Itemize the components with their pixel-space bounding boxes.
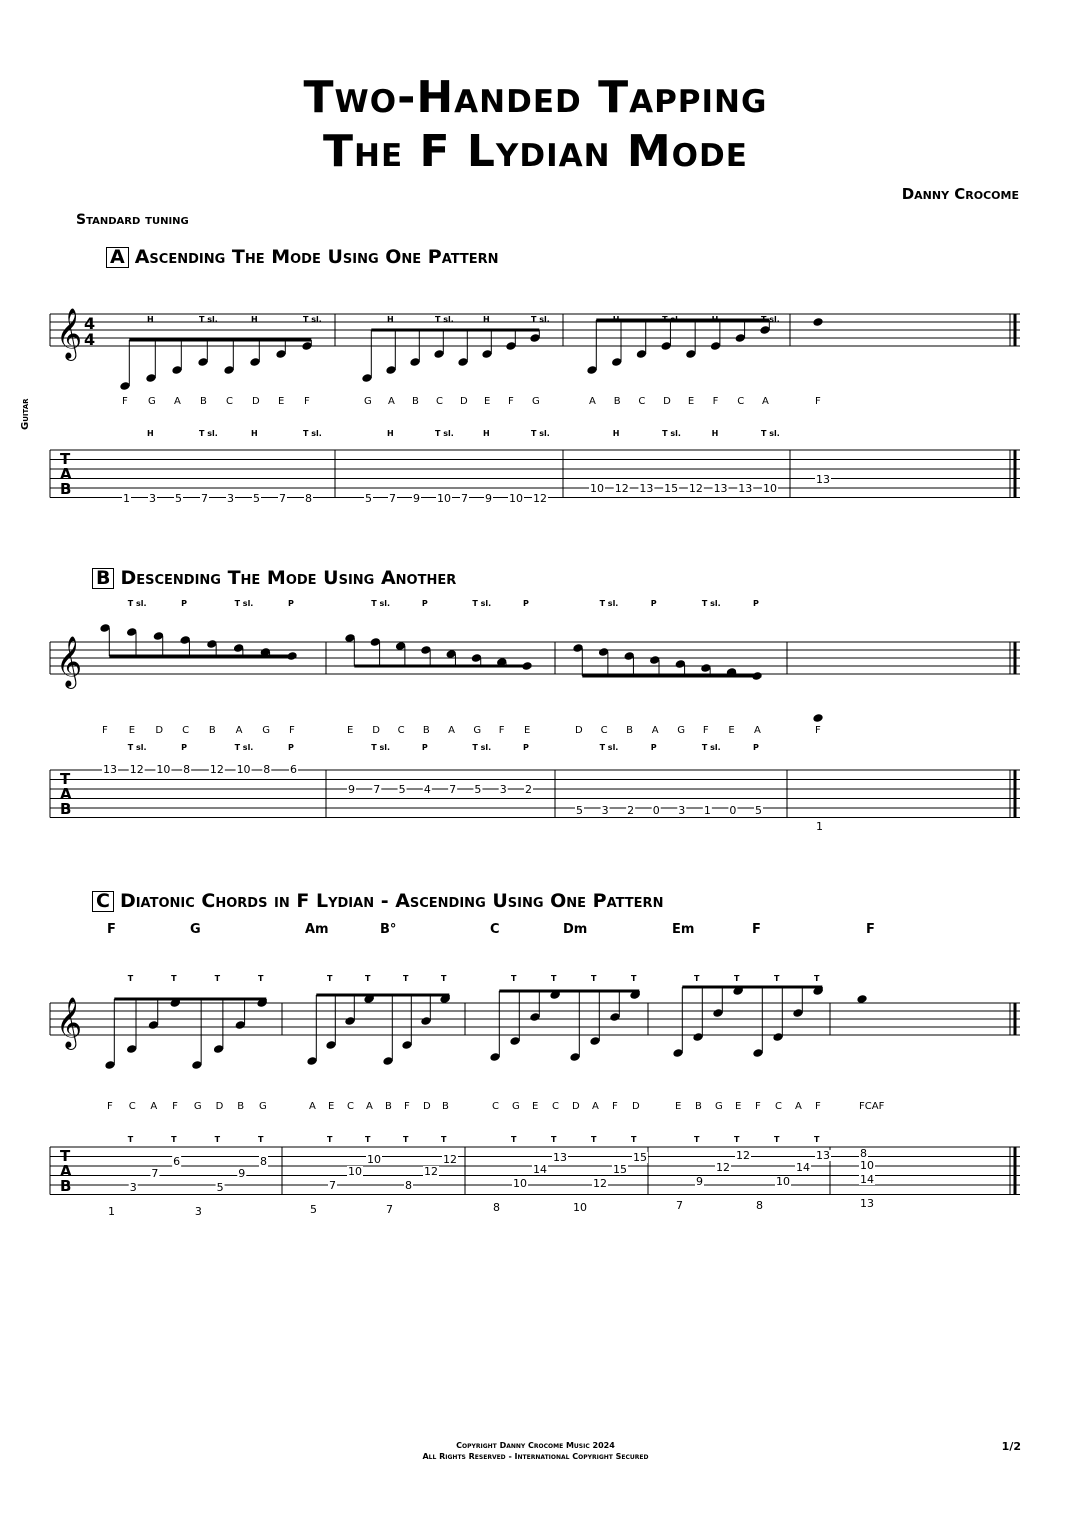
technique-label: T — [511, 974, 517, 983]
technique-label: T — [591, 974, 597, 983]
time-signature-top: 4 — [84, 314, 96, 333]
treble-clef: 𝄞 — [56, 308, 83, 359]
tab-number: 0 — [729, 804, 737, 817]
tab-number: 5 — [576, 804, 583, 817]
note-name: A — [150, 1101, 158, 1112]
technique-label-tab: T sl. — [234, 743, 254, 752]
technique-label-tab: P — [181, 743, 188, 752]
note-name: D — [460, 396, 468, 407]
note-name: C — [226, 396, 233, 407]
chord-symbol: B° — [380, 922, 397, 937]
tab-number: 8 — [305, 492, 312, 505]
note-name: E — [484, 396, 491, 407]
note-name: D — [423, 1101, 431, 1112]
tab-number: 5 — [474, 783, 482, 796]
tab-number: 14 — [860, 1173, 874, 1186]
title-line-2: The F Lydian Mode — [323, 126, 748, 177]
technique-label: T — [551, 974, 557, 983]
note-name: A — [795, 1101, 802, 1112]
technique-label: H — [387, 315, 394, 324]
note-name: B — [695, 1101, 702, 1112]
note-name: B — [613, 396, 621, 407]
technique-label: P — [523, 599, 529, 608]
note-name: D — [572, 1101, 580, 1112]
tab-number: 10 — [236, 763, 251, 776]
technique-label: H — [612, 315, 620, 324]
system-c — [0, 915, 1071, 1218]
section-a-title: Ascending The Mode Using One Pattern — [134, 246, 499, 268]
technique-label: H — [711, 315, 719, 324]
note-name: C — [436, 396, 443, 407]
technique-label-tab: T sl. — [701, 743, 721, 752]
system-a — [0, 270, 1071, 530]
note-name: E — [735, 1101, 742, 1112]
instrument-label: Guitar — [20, 398, 31, 430]
section-a-heading — [106, 246, 499, 268]
technique-label: T — [734, 974, 740, 983]
note-name: B — [626, 725, 634, 736]
note-name: F — [102, 725, 108, 736]
technique-label: T — [774, 974, 780, 983]
note-name: E — [128, 725, 136, 736]
note-name: F — [712, 396, 719, 407]
technique-label-tab: T — [511, 1135, 517, 1144]
note-name: F — [289, 725, 295, 736]
technique-label-tab: T — [441, 1135, 447, 1144]
tab-number: 7 — [201, 492, 208, 505]
note-name: B — [442, 1101, 449, 1112]
note-name: E — [278, 396, 285, 407]
tab-number: 6 — [173, 1155, 181, 1168]
technique-label-tab: H — [387, 429, 394, 438]
note-name: B — [208, 725, 216, 736]
technique-label-tab: T — [327, 1135, 333, 1144]
tab-number: 13 — [103, 763, 117, 776]
footer-copyright: Copyright Danny Crocome Music 2024 — [456, 1441, 615, 1450]
technique-label: T — [814, 974, 820, 983]
technique-label-tab: T — [694, 1135, 700, 1144]
note-name: A — [174, 396, 181, 407]
note-name: F — [508, 396, 514, 407]
technique-label: T sl. — [472, 599, 492, 608]
tab-number: 10 — [513, 1177, 527, 1190]
tab-number: 8 — [860, 1147, 867, 1160]
footer — [0, 1440, 1071, 1462]
section-c-title: Diatonic Chords in F Lydian - Ascending Using One Pattern — [119, 890, 664, 912]
tab-number: 8 — [405, 1179, 412, 1192]
note-name: E — [728, 725, 735, 736]
note-name: D — [372, 725, 380, 736]
technique-label: T sl. — [234, 599, 254, 608]
technique-label: P — [421, 599, 428, 608]
technique-label-tab: P — [523, 743, 529, 752]
technique-label-tab: P — [650, 743, 657, 752]
technique-label-tab: T sl. — [662, 429, 681, 438]
tab-number: 12 — [129, 763, 144, 776]
note-name: E — [687, 396, 695, 407]
tab-number: 7 — [329, 1179, 336, 1192]
tab-number: 7 — [386, 1203, 393, 1216]
note-name: C — [347, 1101, 354, 1112]
treble-clef: 𝄞 — [56, 636, 83, 687]
tab-number: 14 — [533, 1163, 547, 1176]
note-name: D — [632, 1101, 640, 1112]
section-c-letter: C — [92, 891, 114, 912]
tab-number: 9 — [348, 783, 355, 796]
note-name: F — [304, 396, 310, 407]
section-b-title: Descending The Mode Using Another — [120, 567, 457, 589]
technique-label: T sl. — [662, 315, 681, 324]
section-b-letter: B — [92, 568, 114, 589]
technique-label-tab: T — [127, 1135, 134, 1144]
note-name: F — [498, 725, 505, 736]
technique-label-tab: T — [551, 1135, 557, 1144]
note-name: F — [755, 1101, 761, 1112]
tab-number: 7 — [151, 1167, 159, 1180]
note-name: C — [775, 1101, 782, 1112]
tab-number: 13 — [639, 482, 654, 495]
tab-number: 8 — [260, 1155, 267, 1168]
note-name: D — [663, 396, 671, 407]
tab-number: 13 — [738, 482, 753, 495]
note-name: E — [524, 725, 531, 736]
tab-number: 9 — [413, 492, 420, 505]
technique-label-tab: T sl. — [761, 429, 780, 438]
note-name: B — [412, 396, 419, 407]
tab-number: 3 — [149, 492, 156, 505]
tab-number: 14 — [796, 1161, 810, 1174]
note-name: G — [364, 396, 372, 407]
technique-label: T — [694, 974, 700, 983]
technique-label-tab: T — [214, 1135, 221, 1144]
note-name: F — [172, 1101, 178, 1112]
tab-number: 10 — [156, 763, 171, 776]
note-name: A — [762, 396, 769, 407]
note-name: C — [492, 1101, 499, 1112]
note-name: F — [404, 1101, 410, 1112]
technique-label-tab: H — [612, 429, 620, 438]
tab-number: 6 — [290, 763, 297, 776]
tab-number: 5 — [365, 492, 372, 505]
page-number: 1/2 — [1001, 1440, 1021, 1453]
note-name: A — [651, 725, 659, 736]
technique-label: T — [258, 974, 264, 983]
tab-clef-letter: A — [60, 1162, 72, 1180]
tab-number: 3 — [499, 783, 507, 796]
technique-label-tab: T — [403, 1135, 409, 1144]
tab-number: 15 — [613, 1163, 627, 1176]
technique-label: T sl. — [701, 599, 721, 608]
note-name: G — [148, 396, 156, 407]
tab-number: 3 — [129, 1181, 137, 1194]
tab-number: 7 — [461, 492, 468, 505]
tab-number: 8 — [493, 1201, 500, 1214]
technique-label-tab: T — [258, 1135, 264, 1144]
tab-number: 5 — [253, 492, 260, 505]
technique-label-tab: T sl. — [127, 743, 147, 752]
tab-number: 13 — [816, 1149, 830, 1162]
treble-clef: 𝄞 — [56, 997, 83, 1048]
note-name: B — [385, 1101, 392, 1112]
technique-label-tab: T — [591, 1135, 597, 1144]
note-name: D — [155, 725, 164, 736]
tab-number: 9 — [238, 1167, 246, 1180]
note-name: G — [193, 1101, 202, 1112]
tab-number: 12 — [443, 1153, 457, 1166]
tab-number: 2 — [627, 804, 635, 817]
tab-number: 5 — [175, 492, 182, 505]
title-line-1: Two-Handed Tapping — [303, 72, 768, 123]
tab-number: 1 — [816, 820, 823, 833]
footer-rights: All Rights Reserved - International Copyright Secured — [422, 1452, 649, 1461]
technique-label: H — [483, 315, 490, 324]
tab-number: 8 — [183, 763, 191, 776]
technique-label: P — [753, 599, 759, 608]
technique-label-tab: H — [251, 429, 258, 438]
technique-label-tab: T sl. — [303, 429, 322, 438]
note-name: C — [600, 725, 608, 736]
technique-label-tab: P — [753, 743, 759, 752]
tuning: Standard tuning — [76, 212, 189, 228]
tab-number: 10 — [860, 1159, 874, 1172]
chord-symbol: Dm — [563, 922, 588, 937]
tab-number: 12 — [593, 1177, 607, 1190]
technique-label: H — [251, 315, 258, 324]
note-name: E — [328, 1101, 335, 1112]
note-name: F — [815, 725, 821, 736]
technique-label-tab: T — [365, 1135, 371, 1144]
tab-clef-letter: A — [60, 465, 72, 483]
technique-label-tab: P — [421, 743, 428, 752]
technique-label-tab: T sl. — [199, 429, 218, 438]
tab-number: 10 — [509, 492, 523, 505]
tab-number: 7 — [373, 783, 381, 796]
technique-label: T — [327, 974, 333, 983]
tab-number: 10 — [573, 1201, 587, 1214]
technique-label: T sl. — [303, 315, 322, 324]
technique-label-tab: T sl. — [472, 743, 492, 752]
technique-label: P — [288, 599, 294, 608]
tab-clef-letter: B — [60, 800, 72, 818]
tab-number: 1 — [123, 492, 130, 505]
technique-label-tab: H — [711, 429, 719, 438]
tab-number: 3 — [227, 492, 234, 505]
note-name: C — [397, 725, 405, 736]
note-name: F — [107, 1101, 113, 1112]
chord-symbol: F — [866, 922, 875, 937]
note-name: C — [552, 1101, 559, 1112]
technique-label: T — [365, 974, 371, 983]
tab-number: 12 — [424, 1165, 438, 1178]
tab-clef-letter: B — [60, 1177, 72, 1195]
note-name: E — [532, 1101, 539, 1112]
technique-label: H — [147, 315, 154, 324]
note-name: F — [612, 1101, 618, 1112]
tab-number: 10 — [776, 1175, 790, 1188]
technique-label-tab: T — [734, 1135, 740, 1144]
chord-symbol: F — [752, 922, 761, 937]
technique-label: T sl. — [199, 315, 218, 324]
tab-clef-letter: B — [60, 480, 72, 498]
technique-label: T sl. — [761, 315, 780, 324]
note-name: F — [702, 725, 709, 736]
tab-number: 9 — [696, 1175, 703, 1188]
technique-label-tab: H — [483, 429, 490, 438]
note-name: B — [237, 1101, 245, 1112]
tab-number: 13 — [860, 1197, 874, 1210]
note-name: G — [473, 725, 482, 736]
tab-number: 15 — [664, 482, 679, 495]
technique-label: T — [171, 974, 177, 983]
tab-number: 10 — [763, 482, 777, 495]
technique-label: T — [127, 974, 134, 983]
tab-number: 12 — [533, 492, 547, 505]
tab-clef-letter: T — [60, 1147, 71, 1165]
technique-label: T — [214, 974, 221, 983]
tab-number: 7 — [676, 1199, 683, 1212]
technique-label-tab: T — [774, 1135, 780, 1144]
note-name: G — [532, 396, 540, 407]
technique-label: T sl. — [127, 599, 147, 608]
note-name: C — [182, 725, 190, 736]
note-name: E — [347, 725, 354, 736]
tab-number: 5 — [755, 804, 762, 817]
technique-label-tab: T — [631, 1135, 637, 1144]
technique-label: P — [650, 599, 657, 608]
technique-label: T sl. — [371, 599, 391, 608]
note-name: G — [512, 1101, 520, 1112]
tab-number: 12 — [716, 1161, 730, 1174]
note-name: G — [677, 725, 686, 736]
tab-number: 12 — [688, 482, 703, 495]
tab-number: 1 — [703, 804, 711, 817]
technique-label: T — [631, 974, 637, 983]
tab-clef-letter: T — [60, 450, 71, 468]
tab-number: 12 — [736, 1149, 750, 1162]
time-signature-bottom: 4 — [84, 330, 96, 349]
section-b-heading — [92, 567, 456, 589]
note-name: FCAF — [859, 1101, 885, 1112]
tab-number: 13 — [816, 473, 830, 486]
note-name: F — [815, 396, 821, 407]
note-name: D — [575, 725, 583, 736]
tab-number: 10 — [348, 1165, 362, 1178]
note-head — [812, 317, 823, 327]
note-name: C — [128, 1101, 136, 1112]
technique-label: T sl. — [435, 315, 454, 324]
note-name: A — [592, 1101, 599, 1112]
chord-symbol: G — [190, 922, 201, 937]
note-name: A — [754, 725, 761, 736]
tab-number: 3 — [601, 804, 609, 817]
tab-number: 5 — [216, 1181, 224, 1194]
tab-number: 3 — [678, 804, 686, 817]
chord-symbol: C — [490, 922, 500, 937]
technique-label-tab: H — [147, 429, 154, 438]
note-name: A — [589, 396, 596, 407]
note-name: C — [638, 396, 646, 407]
tab-number: 12 — [614, 482, 629, 495]
tab-number: 9 — [485, 492, 492, 505]
tab-number: 13 — [553, 1151, 567, 1164]
note-name: G — [262, 725, 271, 736]
technique-label-tab: T — [171, 1135, 177, 1144]
tab-number: 2 — [525, 783, 532, 796]
note-name: B — [200, 396, 207, 407]
note-name: A — [448, 725, 455, 736]
tab-number: 0 — [652, 804, 660, 817]
tab-number: 5 — [310, 1203, 317, 1216]
tab-number: 12 — [209, 763, 224, 776]
technique-label: T sl. — [599, 599, 619, 608]
note-name: D — [215, 1101, 224, 1112]
section-c-heading — [92, 890, 663, 912]
tab-number: 10 — [437, 492, 451, 505]
tab-clef-letter: T — [60, 770, 71, 788]
tab-number: 4 — [423, 783, 431, 796]
tab-number: 3 — [194, 1205, 202, 1218]
technique-label-tab: T sl. — [599, 743, 619, 752]
note-name: A — [388, 396, 395, 407]
note-name: G — [715, 1101, 723, 1112]
tab-number: 10 — [367, 1153, 381, 1166]
note-name: B — [422, 725, 430, 736]
note-name: D — [252, 396, 260, 407]
note-name: G — [259, 1101, 267, 1112]
note-name: C — [737, 396, 745, 407]
note-name: E — [675, 1101, 682, 1112]
technique-label-tab: T sl. — [435, 429, 454, 438]
tab-number: 1 — [108, 1205, 115, 1218]
system-b — [0, 590, 1071, 850]
technique-label-tab: T sl. — [371, 743, 391, 752]
technique-label-tab: T sl. — [531, 429, 550, 438]
chord-symbol: Em — [672, 922, 695, 937]
note-head — [812, 713, 823, 723]
chord-symbol: Am — [305, 922, 329, 937]
note-name: A — [366, 1101, 373, 1112]
tab-number: 13 — [713, 482, 728, 495]
tab-number: 15 — [633, 1151, 647, 1164]
tab-number: 7 — [279, 492, 286, 505]
technique-label: T sl. — [531, 315, 550, 324]
tab-number: 8 — [756, 1199, 763, 1212]
technique-label: T — [441, 974, 447, 983]
composer: Danny Crocome — [901, 185, 1019, 203]
technique-label-tab: T — [814, 1135, 820, 1144]
section-a-letter: A — [106, 247, 129, 268]
tab-number: 10 — [590, 482, 604, 495]
note-name: A — [309, 1101, 316, 1112]
technique-label: P — [181, 599, 188, 608]
note-name: F — [815, 1101, 821, 1112]
note-name: F — [122, 396, 128, 407]
tab-clef-letter: A — [60, 785, 72, 803]
tab-number: 8 — [263, 763, 271, 776]
tab-number: 5 — [398, 783, 406, 796]
tab-number: 7 — [389, 492, 396, 505]
note-name: A — [235, 725, 243, 736]
tab-number: 7 — [449, 783, 457, 796]
technique-label: T — [403, 974, 409, 983]
technique-label-tab: P — [288, 743, 294, 752]
chord-symbol: F — [107, 922, 116, 937]
